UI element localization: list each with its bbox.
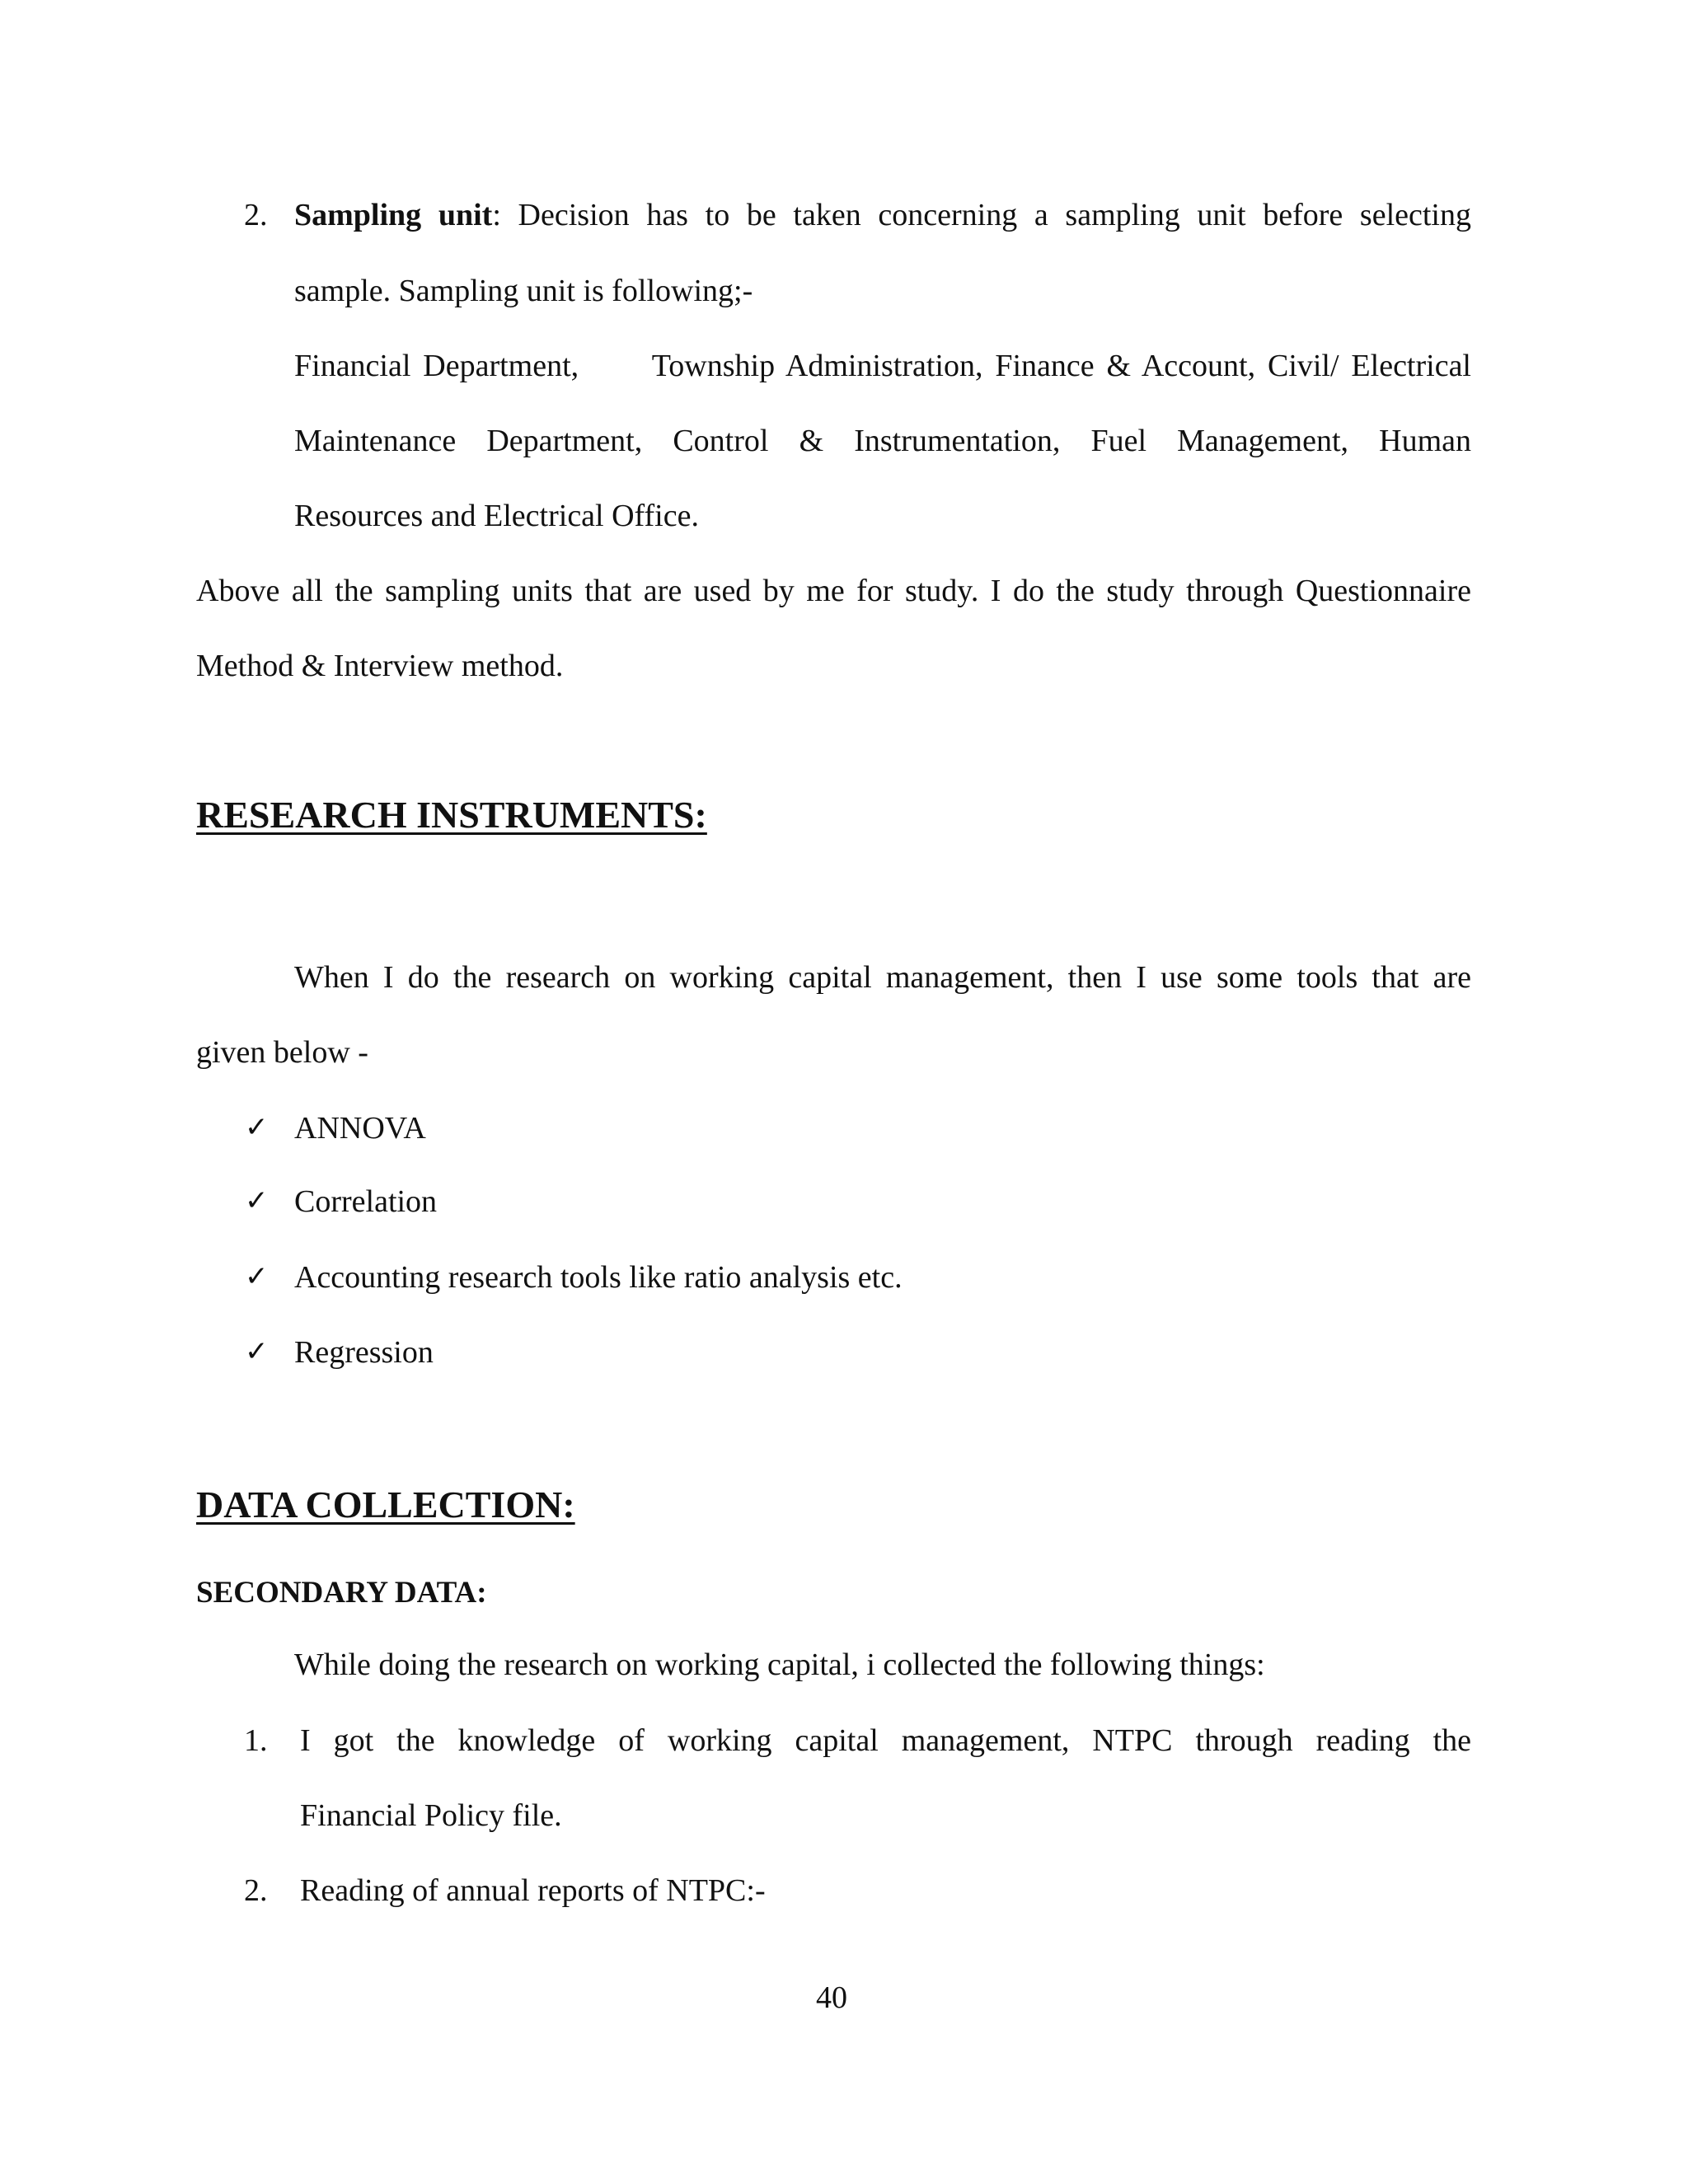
data-item-number: 2. bbox=[244, 1873, 268, 1908]
sampling-unit-line5: Resources and Electrical Office. bbox=[294, 499, 699, 533]
checkmark-icon: ✓ bbox=[245, 1335, 269, 1368]
tool-item: Correlation bbox=[294, 1184, 438, 1219]
summary-line2: Method & Interview method. bbox=[196, 649, 564, 683]
sampling-unit-line3: Financial Department, Township Administration, Finance & Account, Civil/ Electrical bbox=[294, 349, 1471, 383]
data-item-number: 1. bbox=[244, 1723, 268, 1758]
data-item-line1: I got the knowledge of working capital management, NTPC through reading the bbox=[300, 1723, 1471, 1758]
checkmark-icon: ✓ bbox=[245, 1260, 269, 1293]
sampling-unit-line4: Maintenance Department, Control & Instrumentation, Fuel Management, Human bbox=[294, 424, 1471, 458]
data-collection-heading: DATA COLLECTION: bbox=[196, 1483, 575, 1526]
data-item-line2: Financial Policy file. bbox=[300, 1798, 562, 1833]
tool-item: Accounting research tools like ratio analysis etc. bbox=[294, 1260, 903, 1295]
summary-line1: Above all the sampling units that are used by me for study. I do the study through Questionnaire bbox=[196, 574, 1471, 608]
tool-item: Regression bbox=[294, 1335, 434, 1370]
sampling-unit-intro-rest: : Decision has to be taken concerning a sampling unit before selecting bbox=[492, 198, 1471, 232]
checkmark-icon: ✓ bbox=[245, 1111, 269, 1144]
data-item-line1: Reading of annual reports of NTPC:- bbox=[300, 1873, 766, 1908]
research-instruments-para-line2: given below - bbox=[196, 1035, 368, 1070]
secondary-data-subheading: SECONDARY DATA: bbox=[196, 1576, 487, 1610]
sampling-unit-intro bbox=[294, 199, 1471, 231]
checkmark-icon: ✓ bbox=[245, 1184, 269, 1217]
sampling-unit-line2: sample. Sampling unit is following;- bbox=[294, 274, 753, 308]
tool-item: ANNOVA bbox=[294, 1111, 426, 1146]
sampling-unit-term: Sampling unit bbox=[294, 198, 493, 232]
research-instruments-para-line1: When I do the research on working capital management, then I use some tools that are bbox=[294, 960, 1471, 995]
data-collection-intro: While doing the research on working capital, i collected the following things: bbox=[294, 1647, 1265, 1682]
page-number: 40 bbox=[816, 1980, 847, 2015]
research-instruments-heading: RESEARCH INSTRUMENTS: bbox=[196, 794, 707, 836]
sampling-unit-number: 2. bbox=[244, 198, 268, 232]
